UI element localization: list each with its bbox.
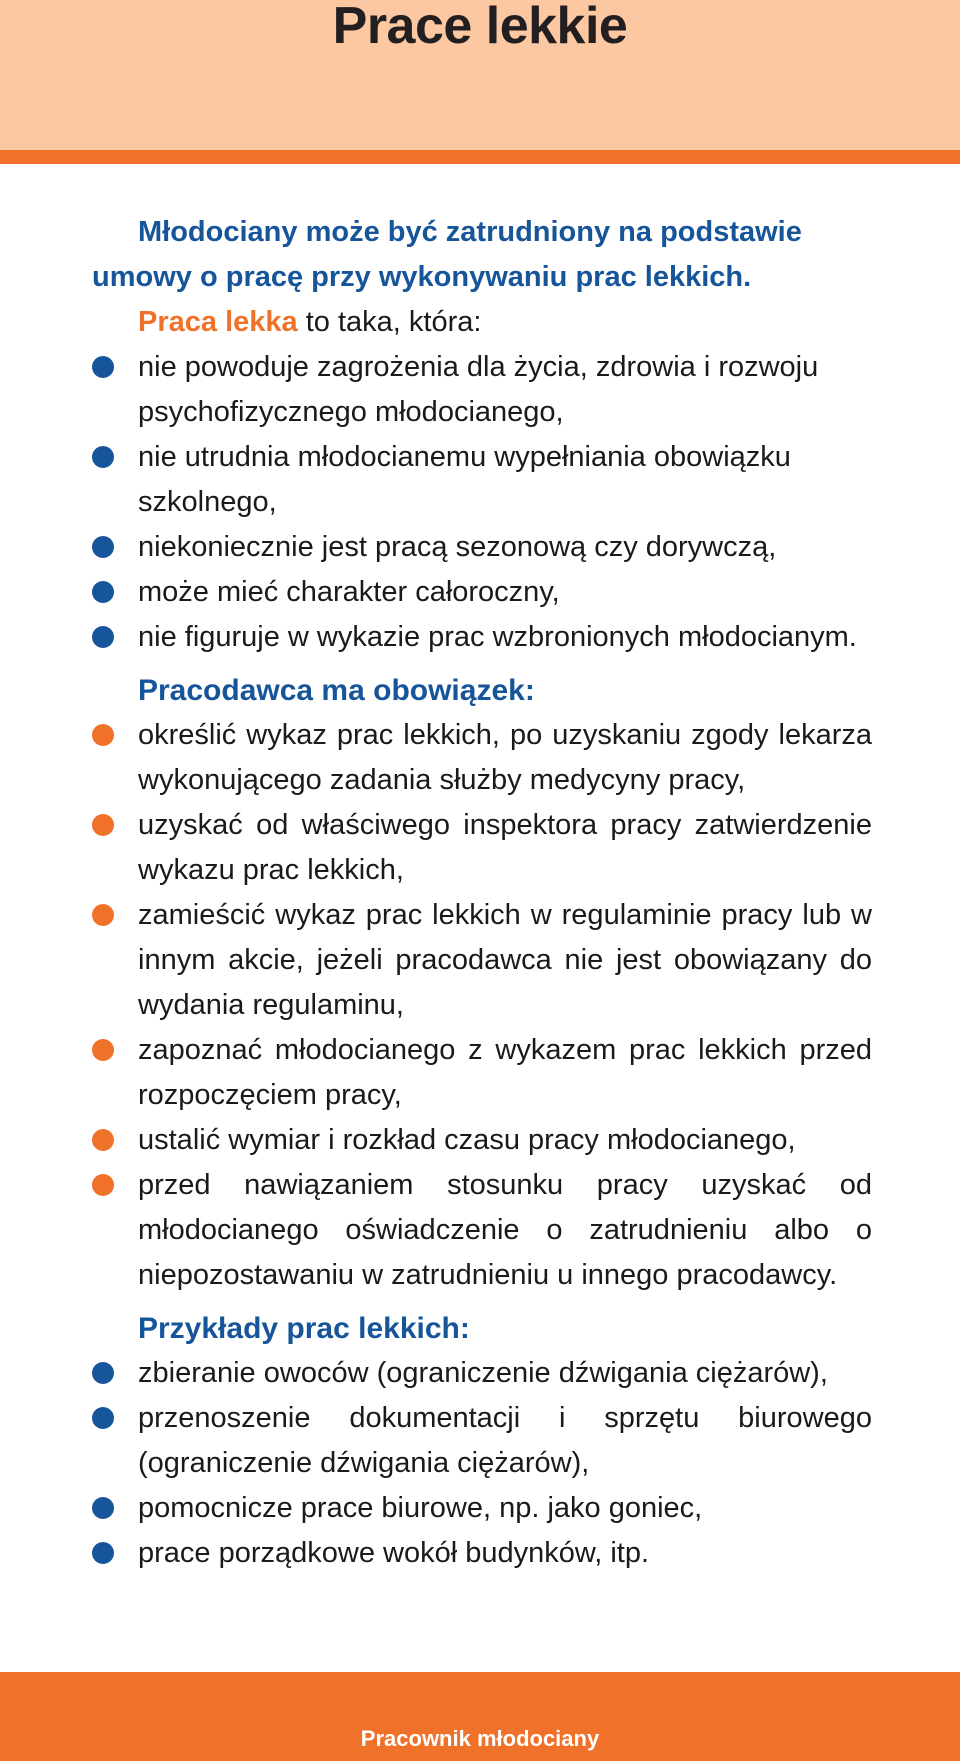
- header-band: [0, 0, 960, 150]
- list-item: nie utrudnia młodocianemu wypełniania obowiązku szkolnego,: [92, 435, 872, 525]
- employer-heading: Pracodawca ma obowiązek:: [138, 674, 535, 707]
- list-item: przed nawiązaniem stosunku pracy uzyskać od młodocianego oświadczenie o zatrudnieniu albo o niepozostawaniu w zatrudnieniu u innego pracodawcy.: [92, 1163, 872, 1298]
- bullet-icon: [92, 1174, 114, 1196]
- main-content: [92, 210, 872, 1576]
- intro-text: Młodociany może być zatrudniony na podstawie umowy o pracę przy wykonywaniu prac lekkich.: [92, 216, 802, 293]
- definition-list: [92, 345, 872, 660]
- list-item: ustalić wymiar i rozkład czasu pracy młodocianego,: [92, 1118, 872, 1163]
- bullet-icon: [92, 814, 114, 836]
- page-title: Prace lekkie: [332, 0, 628, 55]
- bullet-icon: [92, 1362, 114, 1384]
- bullet-icon: [92, 581, 114, 603]
- list-item: uzyskać od właściwego inspektora pracy zatwierdzenie wykazu prac lekkich,: [92, 803, 872, 893]
- bullet-icon: [92, 1407, 114, 1429]
- bullet-icon: [92, 446, 114, 468]
- list-item: prace porządkowe wokół budynków, itp.: [92, 1531, 872, 1576]
- examples-list: [92, 1351, 872, 1576]
- bullet-icon: [92, 1129, 114, 1151]
- list-item: nie powoduje zagrożenia dla życia, zdrowia i rozwoju psychofizycznego młodocianego,: [92, 345, 872, 435]
- list-item: przenoszenie dokumentacji i sprzętu biurowego (ograniczenie dźwigania ciężarów),: [92, 1396, 872, 1486]
- definition-lead: [92, 300, 872, 345]
- definition-term: Praca lekka: [138, 306, 298, 338]
- bullet-icon: [92, 356, 114, 378]
- bullet-icon: [92, 724, 114, 746]
- bullet-icon: [92, 904, 114, 926]
- list-item: nie figuruje w wykazie prac wzbronionych młodocianym.: [92, 615, 872, 660]
- examples-heading: Przykłady prac lekkich:: [138, 1312, 470, 1345]
- footer-band: [0, 1672, 960, 1761]
- employer-list: [92, 713, 872, 1298]
- list-item: niekoniecznie jest pracą sezonową czy dorywczą,: [92, 525, 872, 570]
- list-item: zamieścić wykaz prac lekkich w regulaminie pracy lub w innym akcie, jeżeli pracodawca nie jest obowiązany do wydania regulaminu,: [92, 893, 872, 1028]
- bullet-icon: [92, 1039, 114, 1061]
- list-item: pomocnicze prace biurowe, np. jako goniec,: [92, 1486, 872, 1531]
- bullet-icon: [92, 626, 114, 648]
- bullet-icon: [92, 1497, 114, 1519]
- list-item: zbieranie owoców (ograniczenie dźwigania ciężarów),: [92, 1351, 872, 1396]
- definition-rest: to taka, która:: [297, 306, 482, 338]
- list-item: zapoznać młodocianego z wykazem prac lekkich przed rozpoczęciem pracy,: [92, 1028, 872, 1118]
- footer-text: Pracownik młodociany: [360, 1726, 600, 1751]
- list-item: określić wykaz prac lekkich, po uzyskaniu zgody lekarza wykonującego zadania służby medycyny pracy,: [92, 713, 872, 803]
- list-item: może mieć charakter całoroczny,: [92, 570, 872, 615]
- header-stripe: [0, 150, 960, 164]
- bullet-icon: [92, 536, 114, 558]
- bullet-icon: [92, 1542, 114, 1564]
